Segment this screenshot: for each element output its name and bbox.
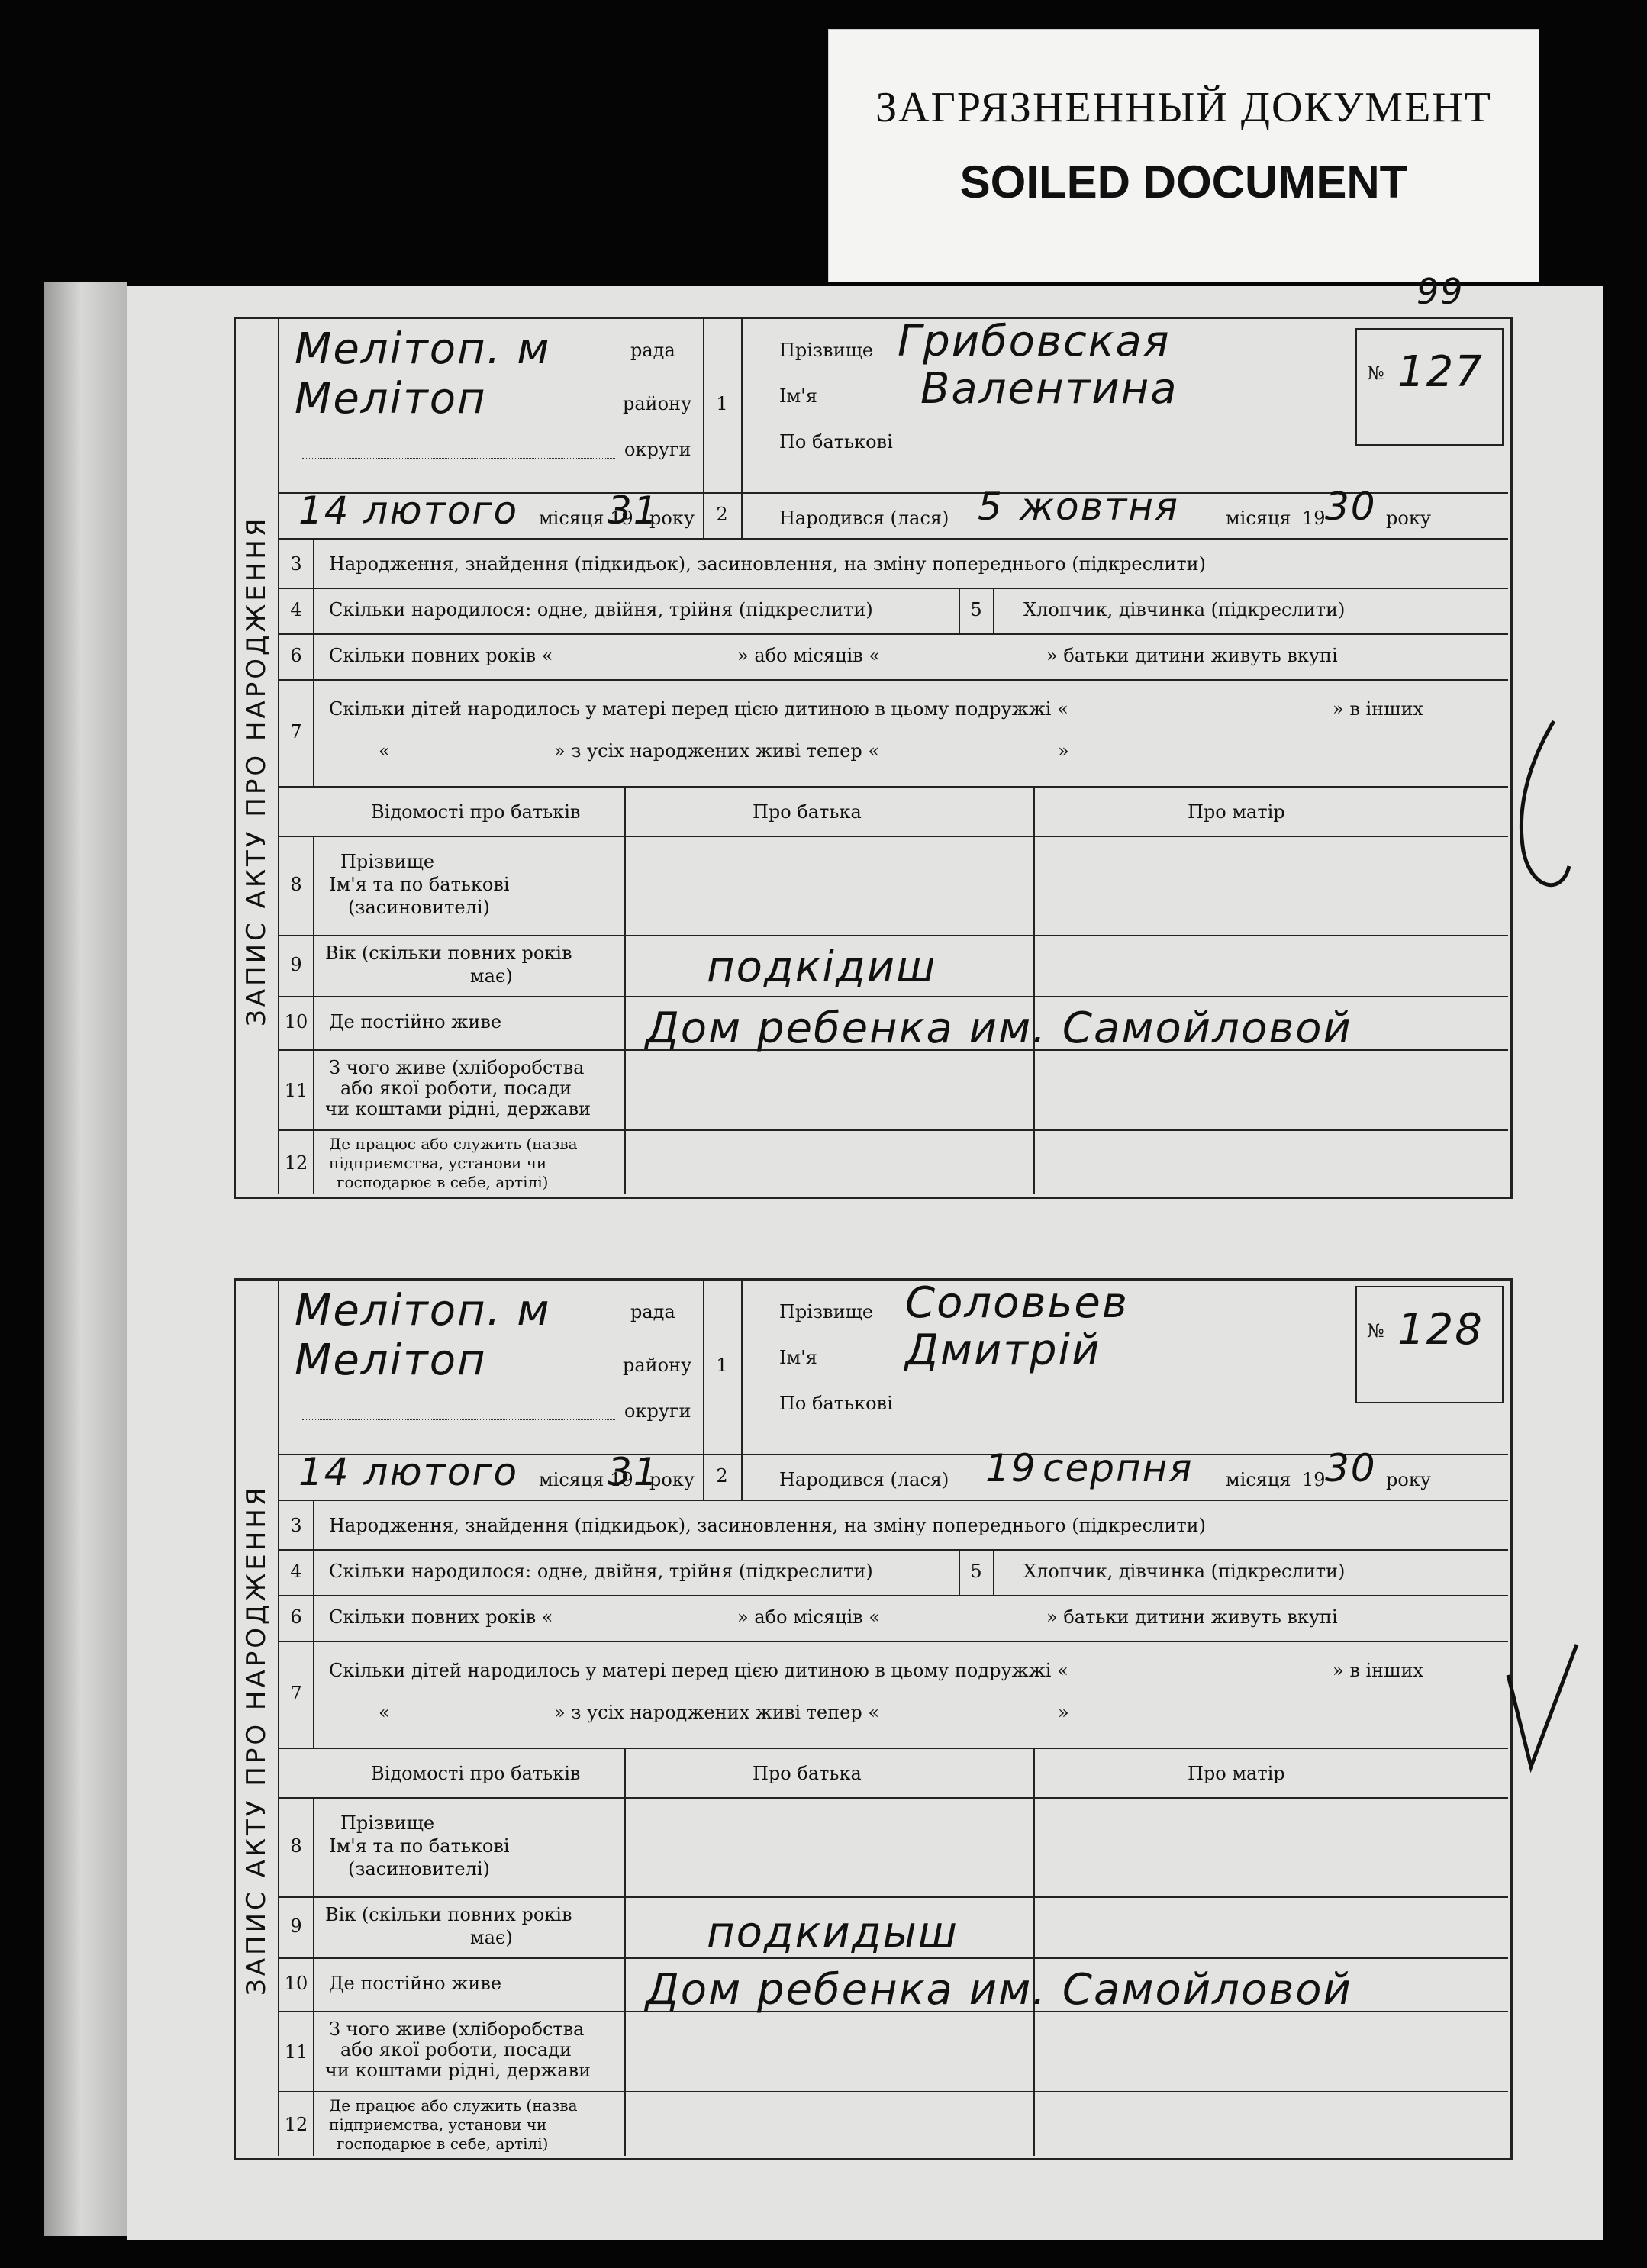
row-number: 9 — [290, 954, 302, 975]
label-r12a: Де працює або служить (назва — [329, 2096, 578, 2115]
label-rada: рада — [630, 340, 675, 361]
record2-note2: Дом ребенка им. Самойловой — [646, 1965, 1352, 2015]
label-r8a: Прізвище — [340, 851, 435, 872]
label-okrugy: округи — [624, 1400, 691, 1422]
label-no: № — [1367, 362, 1384, 384]
record2-birth-year: 30 — [1325, 1446, 1377, 1490]
header-line-en: SOILED DOCUMENT — [959, 156, 1408, 208]
label-r11a: З чого живе (хліборобства — [329, 2018, 585, 2040]
col-mother: Про матір — [1188, 801, 1285, 823]
row-number: 10 — [284, 1011, 308, 1033]
label-row6c: » батьки дитини живуть вкупі — [1046, 1606, 1338, 1628]
label-row6b: » або місяців « — [737, 1606, 881, 1628]
record1-note2: Дом ребенка им. Самойловой — [646, 1004, 1352, 1053]
label-row7a: Скільки дітей народилось у матері перед цією дитиною в цьому подружжі « — [329, 698, 1068, 720]
label-r10: Де постійно живе — [329, 1011, 502, 1033]
label-row4: Скільки народилося: одне, двійня, трійня (підкреслити) — [329, 599, 873, 620]
col-info: Відомості про батьків — [371, 801, 581, 823]
label-r12b: підприємства, установи чи — [329, 2115, 547, 2134]
label-roku: року — [1386, 1469, 1431, 1490]
record2-note1: подкидыш — [707, 1908, 959, 1957]
record2-reg-year: 31 — [608, 1450, 659, 1494]
row-number: 10 — [284, 1973, 308, 1994]
record2-birth-day: 19 — [985, 1446, 1037, 1490]
row-number: 6 — [290, 645, 302, 666]
birth-record-2 — [234, 1278, 1516, 2167]
label-r10: Де постійно живе — [329, 1973, 502, 1994]
record1-reg-year: 31 — [608, 488, 659, 533]
label-name: Ім'я — [779, 385, 817, 407]
label-19: 19 — [1302, 507, 1326, 529]
soiled-document-label — [828, 29, 1539, 282]
label-row3: Народження, знайдення (підкидьок), засиновлення, на зміну попереднього (підкреслити) — [329, 553, 1206, 575]
col-info: Відомості про батьків — [371, 1763, 581, 1784]
label-row6c: » батьки дитини живуть вкупі — [1046, 645, 1338, 666]
label-19: 19 — [1302, 1469, 1326, 1490]
label-month19: місяця 19 — [539, 1469, 633, 1490]
col-father: Про батька — [753, 801, 862, 823]
row-number: 4 — [290, 1561, 302, 1582]
record1-birth-year: 30 — [1325, 485, 1377, 529]
label-r11b: або якої роботи, посади — [340, 1078, 572, 1099]
label-r9a: Вік (скільки повних років — [325, 1904, 572, 1925]
record2-number: 128 — [1397, 1305, 1484, 1355]
record1-raion: Мелітоп — [295, 374, 487, 424]
label-row7b: » в інших — [1333, 1660, 1423, 1681]
row-number: 12 — [284, 1152, 308, 1174]
label-r8a: Прізвище — [340, 1812, 435, 1834]
record2-birth-month: серпня — [1043, 1446, 1194, 1490]
label-r8c: (засиновителі) — [348, 1858, 490, 1880]
row-number: 2 — [716, 1465, 728, 1487]
birth-record-1 — [234, 317, 1516, 1206]
label-patronymic: По батькові — [779, 1393, 893, 1414]
corner-number: 99 — [1417, 271, 1465, 312]
margin-mark — [1500, 714, 1592, 912]
record1-name: Валентина — [920, 364, 1178, 414]
label-row7e: » — [1058, 740, 1069, 762]
row-number: 6 — [290, 1606, 302, 1628]
row-number: 1 — [716, 393, 728, 414]
label-r11a: З чого живе (хліборобства — [329, 1057, 585, 1078]
label-row7d: » з усіх народжених живі тепер « — [554, 740, 880, 762]
label-raionu: району — [623, 393, 692, 414]
document-page — [127, 271, 1603, 2240]
row-number: 8 — [290, 1835, 302, 1857]
col-mother: Про матір — [1188, 1763, 1285, 1784]
label-roku: року — [649, 507, 695, 529]
label-row6a: Скільки повних років « — [329, 645, 553, 666]
row-number: 3 — [290, 1515, 302, 1536]
label-row7d: » з усіх народжених живі тепер « — [554, 1702, 880, 1723]
label-row7b: » в інших — [1333, 698, 1423, 720]
record1-rada: Мелітоп. м — [295, 324, 551, 374]
label-month: місяця — [1226, 507, 1291, 529]
check-mark — [1500, 1629, 1592, 1782]
label-row5: Хлопчик, дівчинка (підкреслити) — [1023, 599, 1346, 620]
label-r12a: Де працює або служить (назва — [329, 1135, 578, 1153]
label-no: № — [1367, 1320, 1384, 1342]
label-raionu: району — [623, 1355, 692, 1376]
label-month19: місяця 19 — [539, 507, 633, 529]
label-row6a: Скільки повних років « — [329, 1606, 553, 1628]
label-row6b: » або місяців « — [737, 645, 881, 666]
label-born: Народився (лася) — [779, 507, 949, 529]
record2-rada: Мелітоп. м — [295, 1286, 551, 1335]
label-r8c: (засиновителі) — [348, 897, 490, 918]
label-row5: Хлопчик, дівчинка (підкреслити) — [1023, 1561, 1346, 1582]
label-r12c: господарює в себе, артілі) — [337, 2134, 549, 2153]
record2-name: Дмитрій — [905, 1326, 1101, 1375]
row-number: 7 — [290, 721, 302, 743]
record2-reg-day: 14 лютого — [298, 1450, 519, 1494]
row-number: 9 — [290, 1915, 302, 1937]
label-row7a: Скільки дітей народилось у матері перед цією дитиною в цьому подружжі « — [329, 1660, 1068, 1681]
label-surname: Прізвище — [779, 340, 874, 361]
side-title: ЗАПИС АКТУ ПРО НАРОДЖЕННЯ — [241, 1484, 272, 1996]
label-r12c: господарює в себе, артілі) — [337, 1173, 549, 1191]
record1-note1: подкідиш — [707, 942, 937, 992]
label-r9b: має) — [470, 1927, 513, 1948]
header-line-ru: ЗАГРЯЗНЕННЫЙ ДОКУМЕНТ — [875, 84, 1492, 131]
label-born: Народився (лася) — [779, 1469, 949, 1490]
label-r12b: підприємства, установи чи — [329, 1154, 547, 1172]
row-number: 5 — [970, 599, 982, 620]
label-r11c: чи коштами рідні, держави — [325, 1098, 591, 1120]
side-title: ЗАПИС АКТУ ПРО НАРОДЖЕННЯ — [241, 515, 272, 1026]
record1-number: 127 — [1397, 347, 1484, 397]
label-row3: Народження, знайдення (підкидьок), засиновлення, на зміну попереднього (підкреслити) — [329, 1515, 1206, 1536]
label-row7c: « — [379, 1702, 390, 1723]
label-roku: року — [1386, 507, 1431, 529]
label-okrugy: округи — [624, 439, 691, 460]
label-month: місяця — [1226, 1469, 1291, 1490]
label-r9a: Вік (скільки повних років — [325, 942, 572, 964]
row-number: 4 — [290, 599, 302, 620]
binder-spine — [44, 282, 127, 2236]
label-r9b: має) — [470, 965, 513, 987]
record1-reg-day: 14 лютого — [298, 488, 519, 533]
label-name: Ім'я — [779, 1347, 817, 1368]
label-rada: рада — [630, 1301, 675, 1322]
label-row4: Скільки народилося: одне, двійня, трійня (підкреслити) — [329, 1561, 873, 1582]
row-number: 3 — [290, 553, 302, 575]
row-number: 1 — [716, 1355, 728, 1376]
row-number: 11 — [284, 1080, 308, 1101]
label-surname: Прізвище — [779, 1301, 874, 1322]
record2-raion: Мелітоп — [295, 1335, 487, 1385]
col-father: Про батька — [753, 1763, 862, 1784]
label-patronymic: По батькові — [779, 431, 893, 453]
label-r8b: Ім'я та по батькові — [329, 1835, 510, 1857]
record2-surname: Соловьев — [905, 1278, 1129, 1328]
label-r8b: Ім'я та по батькові — [329, 874, 510, 895]
record1-birth-month: жовтня — [1020, 485, 1179, 529]
record1-birth-day: 5 — [978, 485, 1004, 529]
row-number: 2 — [716, 504, 728, 525]
row-number: 5 — [970, 1561, 982, 1582]
record1-surname: Грибовская — [898, 317, 1171, 366]
row-number: 11 — [284, 2041, 308, 2063]
label-roku: року — [649, 1469, 695, 1490]
label-row7c: « — [379, 740, 390, 762]
label-r11c: чи коштами рідні, держави — [325, 2060, 591, 2081]
row-number: 7 — [290, 1683, 302, 1704]
row-number: 12 — [284, 2114, 308, 2135]
row-number: 8 — [290, 874, 302, 895]
label-r11b: або якої роботи, посади — [340, 2039, 572, 2060]
label-row7e: » — [1058, 1702, 1069, 1723]
